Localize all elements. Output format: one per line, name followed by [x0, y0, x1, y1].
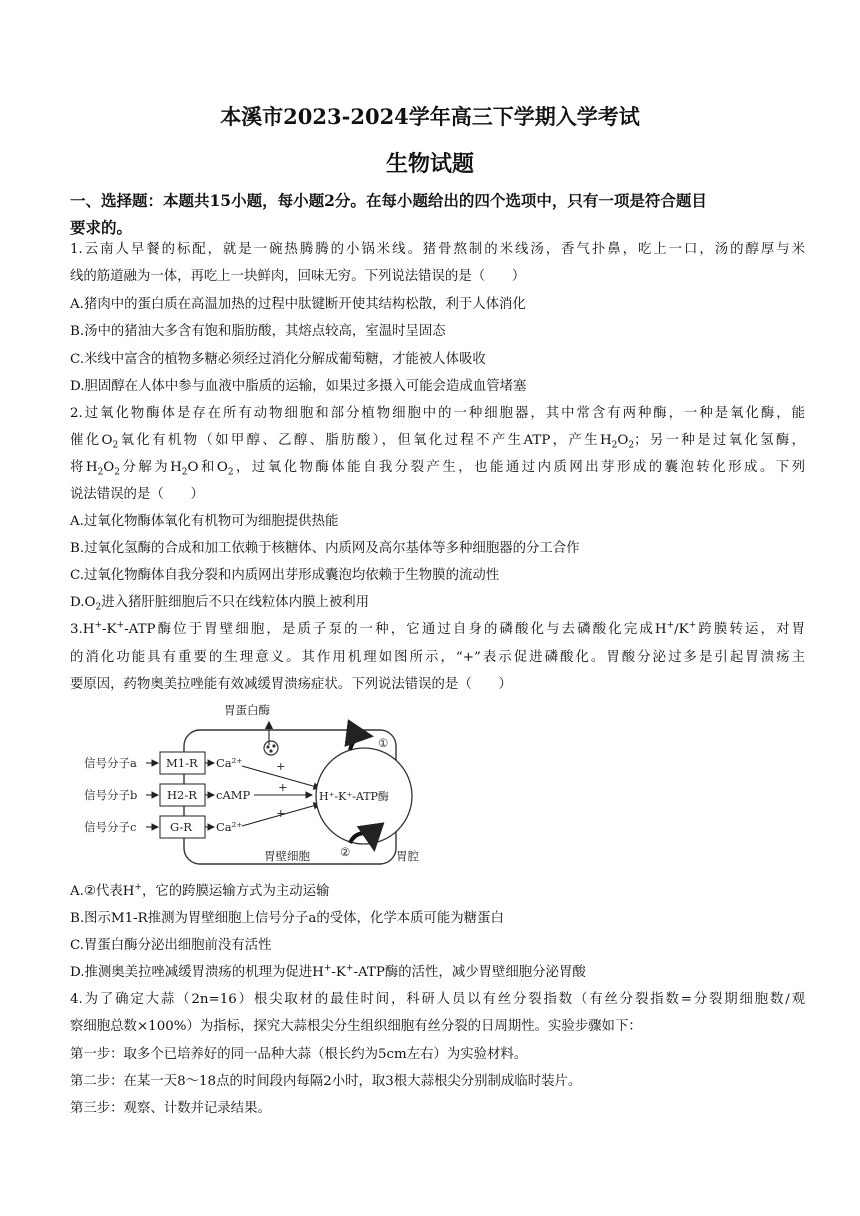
q3-stem-line2: 的消化功能具有重要的生理意义。其作用机理如图所示，“+”表示促进磷酸化。胃酸分泌过多是引起胃溃疡主	[70, 650, 805, 665]
proton-pump-diagram	[78, 700, 468, 870]
signal-a-label: 信号分子a	[84, 756, 137, 770]
q4-step-3: 第三步：观察、计数并记录结果。	[70, 1101, 271, 1116]
section-heading-line2: 要求的。	[70, 218, 133, 237]
section-heading	[70, 187, 800, 241]
lumen-label: 胃腔	[396, 849, 419, 863]
q1-option-c: C.米线中富含的植物多糖必须经过消化分解成葡萄糖，才能被人体吸收	[70, 352, 486, 367]
exam-title: 本溪市2023-2024学年高三下学期入学考试	[220, 104, 640, 129]
q2-option-b: B.过氧化氢酶的合成和加工依赖于核糖体、内质网及高尔基体等多种细胞器的分工合作	[70, 541, 580, 556]
q4-step-2: 第二步：在某一天8～18点的时间段内每隔2小时，取3根大蒜根尖分别制成临时装片。	[70, 1074, 582, 1089]
q3-option-c: C.胃蛋白酶分泌出细胞前没有活性	[70, 938, 272, 953]
q3-stem-line1: 3.H+-K+-ATP酶位于胃壁细胞，是质子泵的一种，它通过自身的磷酸化与去磷酸化完成H+/K+跨膜转运，对胃	[70, 620, 805, 637]
vesicle-icon	[264, 741, 278, 755]
section-heading-line1: 一、选择题：本题共15小题，每小题2分。在每小题给出的四个选项中，只有一项是符合题目	[70, 191, 707, 210]
q1-stem-line2: 线的筋道融为一体，再吃上一块鲜肉，回味无穷。下列说法错误的是（ ）	[70, 269, 526, 284]
q3-stem-line3: 要原因，药物奥美拉唑能有效减缓胃溃疡症状。下列说法错误的是（ ）	[70, 677, 512, 692]
q4-stem-line1: 4.为了确定大蒜（2n=16）根尖取材的最佳时间，科研人员以有丝分裂指数（有丝分裂指数=分裂期细胞数/观	[70, 992, 805, 1007]
plus-a: +	[276, 759, 286, 773]
q2-option-d: $D.O_2$进入猪肝脏细胞后不只在线粒体内膜上被利用	[70, 595, 370, 613]
q4-step-1: 第一步：取多个已培养好的同一品种大蒜（根长约为5cm左右）为实验材料。	[70, 1047, 528, 1062]
q2-stem-line1: 2.过氧化物酶体是存在所有动物细胞和部分植物细胞中的一种细胞器，其中常含有两种酶，一种是氧化酶，能	[70, 406, 805, 421]
q2-stem-line2: 催化$O_2$氧化有机物（如甲醇、乙醇、脂肪酸），但氧化过程不产生ATP，产生$H_2O_2$；另一种是过氧化氢酶，	[70, 433, 805, 451]
receptor-c-label: G-R	[170, 820, 192, 834]
q2-stem-line4: 说法错误的是（ ）	[70, 487, 204, 502]
q2-stem-line3: 将$H_2O_2$分解为$H_2O$和$O_2$，过氧化物酶体能自我分裂产生，也能通过内质网出芽形成的囊泡转化形成。下列	[70, 460, 805, 478]
receptor-a-label: M1-R	[166, 756, 198, 770]
q1-stem-line1: 1.云南人早餐的标配，就是一碗热腾腾的小锅米线。猪骨熬制的米线汤，香气扑鼻，吃上一口，汤的醇厚与米	[70, 242, 805, 257]
receptor-b-label: H2-R	[167, 788, 197, 802]
mark-2: ②	[340, 845, 351, 859]
signal-c-label: 信号分子c	[84, 820, 137, 834]
messenger-c-label: Ca²⁺	[216, 820, 243, 834]
exam-subject: 生物试题	[385, 151, 474, 177]
q1-option-a: A.猪肉中的蛋白质在高温加热的过程中肽键断开使其结构松散，利于人体消化	[70, 297, 526, 312]
messenger-b-label: cAMP	[216, 788, 251, 802]
q1-option-b: B.汤中的猪油大多含有饱和脂肪酸，其熔点较高，室温时呈固态	[70, 324, 446, 339]
signal-b-label: 信号分子b	[84, 788, 138, 802]
q3-option-a: A.②代表H+，它的跨膜运输方式为主动运输	[70, 882, 330, 899]
cell-label: 胃壁细胞	[264, 849, 310, 863]
q3-option-d: D.推测奥美拉唑减缓胃溃疡的机理为促进H+-K+-ATP酶的活性，减少胃壁细胞分泌胃酸	[70, 963, 586, 980]
mark-1: ①	[378, 736, 389, 750]
q2-option-a: A.过氧化物酶体氧化有机物可为细胞提供热能	[70, 514, 339, 529]
messenger-a-label: Ca²⁺	[216, 756, 243, 770]
pepsin-label: 胃蛋白酶	[224, 703, 270, 717]
q4-stem-line2: 察细胞总数×100%）为指标，探究大蒜根尖分生组织细胞有丝分裂的日周期性。实验步骤如下：	[70, 1019, 642, 1034]
plus-c: +	[276, 806, 286, 820]
atpase-label: H⁺-K⁺-ATP酶	[319, 790, 389, 803]
q1-option-d: D.胆固醇在人体中参与血液中脂质的运输，如果过多摄入可能会造成血管堵塞	[70, 379, 527, 394]
plus-b: +	[278, 780, 288, 794]
q3-option-b: B.图示M1-R推测为胃壁细胞上信号分子a的受体，化学本质可能为糖蛋白	[70, 911, 504, 926]
q2-option-c: C.过氧化物酶体自我分裂和内质网出芽形成囊泡均依赖于生物膜的流动性	[70, 568, 500, 583]
